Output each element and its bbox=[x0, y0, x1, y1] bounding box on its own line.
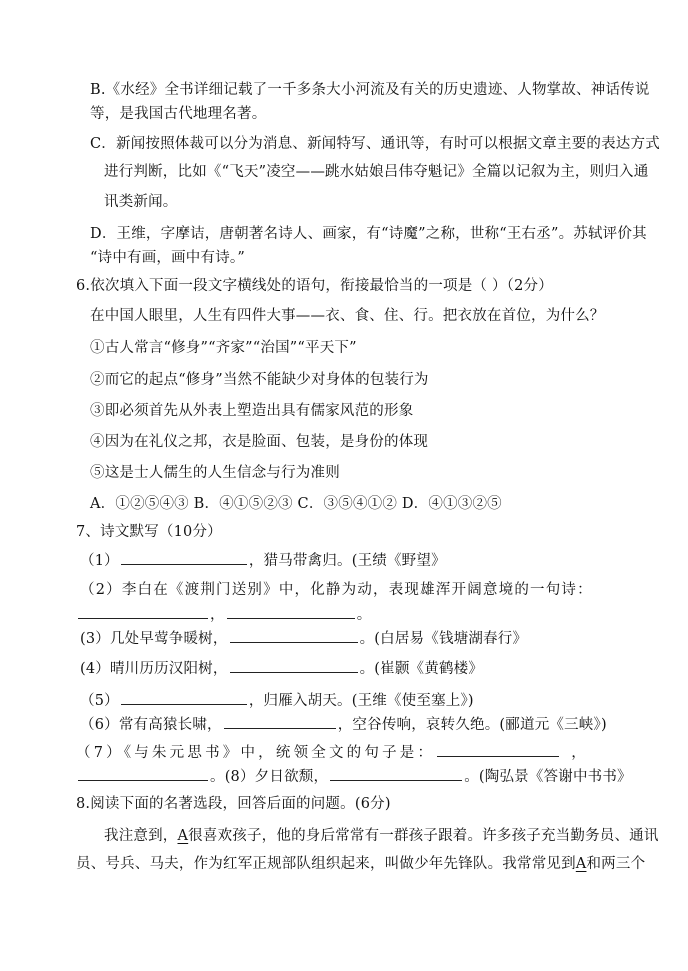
q5-option-b-line1: B.《水经》全书详细记载了一千多条大小河流及有关的历史遗迹、人物掌故、神话传说 bbox=[90, 82, 650, 98]
letter-a-marker: A bbox=[177, 828, 189, 844]
q7-stem: 7、诗文默写（10分） bbox=[76, 524, 222, 540]
answer-blank-2b[interactable] bbox=[227, 604, 355, 619]
q7-item-2-blanks: ， 。 bbox=[76, 604, 371, 625]
q8-passage-line2: 员、号兵、马夫，作为红军正规部队组织起来，叫做少年先锋队。我常常见到A和两三个 bbox=[76, 856, 646, 872]
q5-option-b-line2: 等，是我国古代地理名著。 bbox=[90, 106, 267, 122]
letter-a-marker: A bbox=[575, 856, 587, 872]
answer-blank-1[interactable] bbox=[121, 550, 247, 565]
q7-item-3: (3）几处早莺争暖树， 。(白居易《钱塘湖春行》 bbox=[80, 628, 527, 649]
q7-item-4: (4）晴川历历汉阳树， 。(崔颢《黄鹤楼》 bbox=[80, 658, 483, 679]
q6-sentence-1: ①古人常言“修身”“齐家”“治国”“平天下” bbox=[90, 340, 357, 356]
answer-blank-5[interactable] bbox=[121, 690, 247, 705]
q7-item-6: （6）常有高猿长啸， ，空谷传响，哀转久绝。(郦道元《三峡》) bbox=[80, 714, 607, 735]
q6-sentence-5: ⑤这是士人儒生的人生信念与行为准则 bbox=[90, 465, 340, 481]
answer-blank-6[interactable] bbox=[224, 714, 336, 729]
q6-stem: 6.依次填入下面一段文字横线处的语句，衔接最恰当的一项是（ ）（2分） bbox=[76, 278, 553, 294]
q6-sentence-2: ②而它的起点“修身”当然不能缺少对身体的包装行为 bbox=[90, 372, 429, 388]
answer-blank-7b[interactable] bbox=[78, 766, 208, 781]
q7-item-2: （2）李白在《渡荆门送别》中，化静为动，表现雄浑开阔意境的一句诗： bbox=[80, 582, 593, 598]
q7-item-7: （7）《与朱元思书》中，统领全文的句子是： ， bbox=[76, 742, 586, 763]
q5-option-c-line2: 进行判断，比如《“飞天”凌空——跳水姑娘吕伟夺魁记》全篇以记叙为主，则归入通 bbox=[104, 164, 649, 180]
q5-option-c-line3: 讯类新闻。 bbox=[104, 194, 178, 210]
q6-sentence-3: ③即必须首先从外表上塑造出具有儒家风范的形象 bbox=[90, 403, 414, 419]
q6-sentence-4: ④因为在礼仪之邦，衣是脸面、包装，是身份的体现 bbox=[90, 434, 429, 450]
q8-stem: 8.阅读下面的名著选段，回答后面的问题。(6分) bbox=[76, 796, 391, 812]
q7-item-7-8-continued: 。(8）夕日欲颓， 。(陶弘景《答谢中书书》 bbox=[76, 766, 632, 787]
q6-options: A．①②⑤④③ B．④①⑤②③ C．③⑤④①② D．④①③②⑤ bbox=[90, 496, 502, 512]
answer-blank-3[interactable] bbox=[230, 628, 358, 643]
q5-option-c-line1: C．新闻按照体裁可以分为消息、新闻特写、通讯等，有时可以根据文章主要的表达方式 bbox=[90, 136, 660, 152]
answer-blank-4[interactable] bbox=[230, 658, 358, 673]
q7-item-1: （1） ，猎马带禽归。(王绩《野望》 bbox=[80, 550, 446, 571]
q8-passage-line1: 我注意到，A很喜欢孩子，他的身后常常有一群孩子跟着。许多孩子充当勤务员、通讯 bbox=[104, 828, 659, 844]
answer-blank-2a[interactable] bbox=[78, 604, 208, 619]
q5-option-d-line1: D．王维，字摩诘，唐朝著名诗人、画家，有“诗魔”之称，世称“王右丞”。苏轼评价其 bbox=[90, 226, 647, 242]
q5-option-d-line2: “诗中有画，画中有诗。” bbox=[90, 250, 245, 266]
answer-blank-7a[interactable] bbox=[437, 742, 559, 757]
q7-item-5: （5） ，归雁入胡天。(王维《使至塞上》) bbox=[80, 690, 474, 711]
q6-passage: 在中国人眼里，人生有四件大事——衣、食、住、行。把衣放在首位，为什么？ bbox=[90, 308, 605, 324]
answer-blank-8[interactable] bbox=[330, 766, 462, 781]
